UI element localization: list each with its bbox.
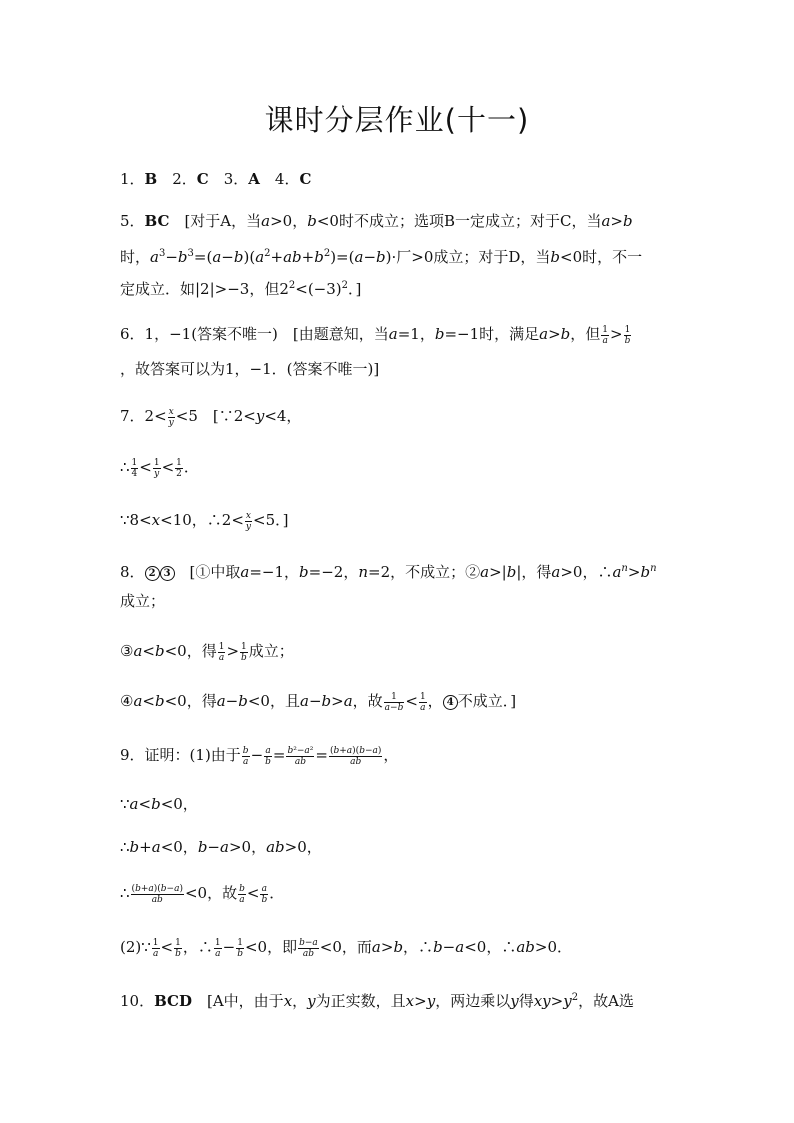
answer-8-line1: 8． 2 3 [①中取a=−1，b=−2，n=2，不成立；②a>|b|，得a>0，$\therefore a^n>b^n$: [120, 563, 657, 581]
answer-6-line2: ，故答案可以为1，−1．(答案不唯一)]: [120, 360, 380, 378]
answer-5-line2: 时，$a^3-b^3=(a-b)(a^2+ab+b^2)=(a-b)\cdot$厂>0成立；对于D，当b<0时，不一: [120, 248, 643, 266]
answer-7-line2: ∴ $\frac{1}{4}$ < $\frac{1}{y}$ < $\frac{1}{2}$ ．: [120, 457, 199, 479]
answer-8-line3: ③a<b<0，得 $\frac{1}{a}$ > $\frac{1}{b}$ 成立；: [120, 641, 294, 663]
answer-9-line4: ∴ $\frac{(b+a)(b-a)}{ab}$ <0，故 $\frac{b}{a}$ < $\frac{a}{b}$ ．: [120, 883, 285, 905]
answer-8-line2: 成立；: [120, 592, 166, 610]
answer-5-line3: 定成立．如|2|>−3，但$2^2<(-3)^2$．]: [120, 280, 362, 298]
answer-8-line4: ④a<b<0，得a−b<0，且a−b>a，故 $\frac{1}{a-b}$ < $\frac{1}{a}$ ， 4 不成立．]: [120, 691, 517, 713]
answer-9-line5: (2)∵ $\frac{1}{a}$ < $\frac{1}{b}$ ，∴ $\frac{1}{a}$ − $\frac{1}{b}$ <0，即 $\frac{b-a}{ab}$ <0，而a>b，∴b−a<0，∴ab>0．: [120, 937, 572, 959]
answers-1-4: [120, 168, 676, 190]
answer-5-line1: 5．BC [对于A，当a>0，b<0时不成立；选项B一定成立；对于C，当a>b: [120, 212, 633, 230]
answer-9-line1: 9．证明：(1)由于 $\frac{b}{a}$ − $\frac{a}{b}$ = $\frac{\text{b²−a²}}{ab}$ = $\frac{(b+a)(b-a)}{ab}$ ，: [120, 745, 399, 767]
answer-6-line1: 6．1，−1(答案不唯一) [由题意知，当a=1，b=−1时，满足a>b，但 $\frac{1}{a}$ > $\frac{1}{b}$: [120, 324, 631, 346]
answer-line: 1．B 2．C 3．A 4．C: [120, 170, 312, 188]
answer-9-line3: ∴b+a<0，b−a>0，ab>0，: [120, 838, 322, 856]
answer-7-line3: ∵8<x<10，∴2< $\frac{x}{y}$ <5．]: [120, 510, 289, 532]
page-title: 课时分层作业(十一): [264, 103, 530, 137]
answer-9-line2: ∵a<b<0，: [120, 795, 198, 813]
answer-7-line1: 7．2< $\frac{x}{y}$ <5 [∵2<y<4，: [120, 406, 302, 428]
answer-10-line1: 10．BCD [A中，由于x，y为正实数，且x>y，两边乘以y得$xy>y^2$，故A选: [120, 992, 634, 1010]
